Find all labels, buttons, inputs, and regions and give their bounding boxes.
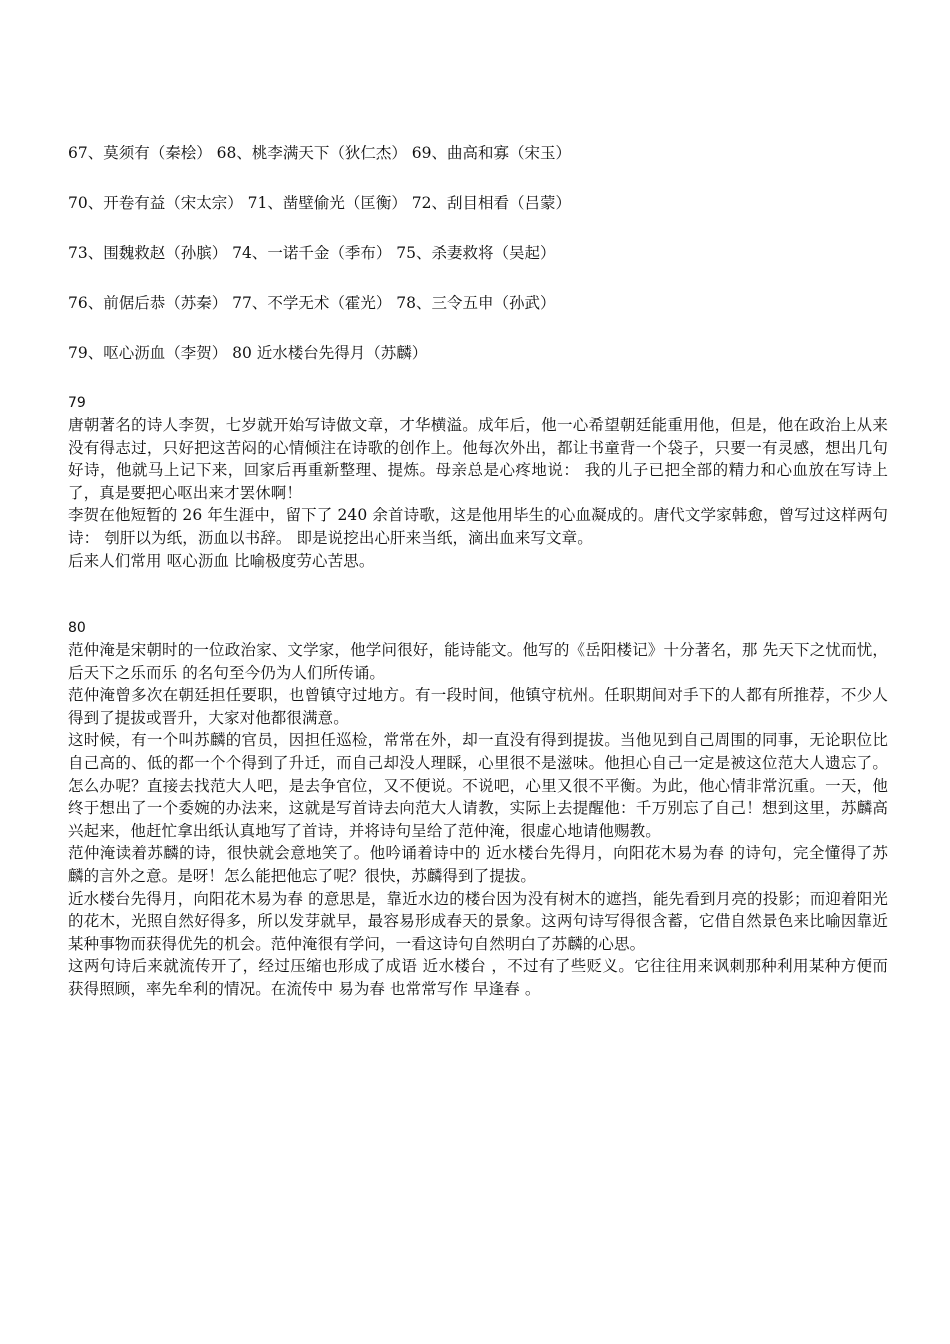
idiom-line: 76、前倨后恭（苏秦） 77、不学无术（霍光） 78、三令五申（孙武）	[68, 294, 556, 312]
idiom-line: 73、围魏救赵（孙膑） 74、一诺千金（季布） 75、杀妻救将（吴起）	[68, 244, 556, 262]
story-number: 80	[68, 620, 86, 636]
idiom-line: 70、开卷有益（宋太宗） 71、凿壁偷光（匡衡） 72、刮目相看（吕蒙）	[68, 194, 572, 212]
story-paragraph: 这两句诗后来就流传开了，经过压缩也形成了成语 近水楼台 ，不过有了些贬义。它往往用来讽刺那种利用某种方便而获得照顾，率先牟利的情况。在流传中 易为春 也常常写作 早逢春 。	[68, 957, 888, 998]
story-paragraph: 这时候，有一个叫苏麟的官员，因担任巡检，常常在外，却一直没有得到提拔。当他见到自己周围的同事，无论职位比自己高的、低的都一个个得到了升迁，而自己却没人理睬，心里很不是滋味。他担心自己一定是被这位范大人遗忘了。怎么办呢？直接去找范大人吧，是去争官位，又不便说。不说吧，心里又很不平衡。为此，他心情非常沉重。一天，他终于想出了一个委婉的办法来，这就是写首诗去向范大人请教，实际上去提醒他：千万别忘了自己！想到这里，苏麟高兴起来，他赶忙拿出纸认真地写了首诗，并将诗句呈给了范仲淹，很虚心地请他赐教。	[68, 731, 888, 840]
idiom-list	[68, 142, 888, 392]
story-paragraph: 范仲淹读着苏麟的诗，很快就会意地笑了。他吟诵着诗中的 近水楼台先得月，向阳花木易为春 的诗句，完全懂得了苏麟的言外之意。是呀！怎么能把他忘了呢？很快，苏麟得到了提拔。	[68, 844, 888, 885]
story-paragraph: 范仲淹是宋朝时的一位政治家、文学家，他学问很好，能诗能文。他写的《岳阳楼记》十分著名，那 先天下之忧而忧，后天下之乐而乐 的名句至今仍为人们所传诵。	[68, 641, 888, 682]
story-number: 79	[68, 395, 86, 411]
story-80	[68, 617, 888, 1001]
story-paragraph: 后来人们常用 呕心沥血 比喻极度劳心苦思。	[68, 551, 375, 570]
idiom-line: 79、呕心沥血（李贺） 80 近水楼台先得月（苏麟）	[68, 344, 428, 362]
story-paragraph: 唐朝著名的诗人李贺，七岁就开始写诗做文章，才华横溢。成年后，他一心希望朝廷能重用他，但是，他在政治上从来没有得志过，只好把这苦闷的心情倾注在诗歌的创作上。他每次外出，都让书童背一个袋子，只要一有灵感，想出几句好诗，他就马上记下来，回家后再重新整理、提炼。母亲总是心疼地说： 我的儿子已把全部的精力和心血放在写诗上了，真是要把心呕出来才罢休啊！	[68, 416, 888, 502]
story-79	[68, 392, 888, 572]
story-paragraph: 近水楼台先得月，向阳花木易为春 的意思是，靠近水边的楼台因为没有树木的遮挡，能先看到月亮的投影；而迎着阳光的花木，光照自然好得多，所以发芽就早，最容易形成春天的景象。这两句诗写得很含蓄，它借自然景色来比喻因靠近某种事物而获得优先的机会。范仲淹很有学问，一看这诗句自然明白了苏麟的心思。	[68, 889, 888, 953]
story-paragraph: 范仲淹曾多次在朝廷担任要职，也曾镇守过地方。有一段时间，他镇守杭州。任职期间对手下的人都有所推荐，不少人得到了提拔或晋升，大家对他都很满意。	[68, 686, 888, 727]
story-paragraph: 李贺在他短暂的 26 年生涯中，留下了 240 余首诗歌，这是他用毕生的心血凝成的。唐代文学家韩愈，曾写过这样两句诗： 刳肝以为纸，沥血以书辞。 即是说挖出心肝来当纸，滴出血来写文章。	[68, 506, 888, 547]
idiom-line: 67、莫须有（秦桧） 68、桃李满天下（狄仁杰） 69、曲高和寡（宋玉）	[68, 144, 572, 162]
